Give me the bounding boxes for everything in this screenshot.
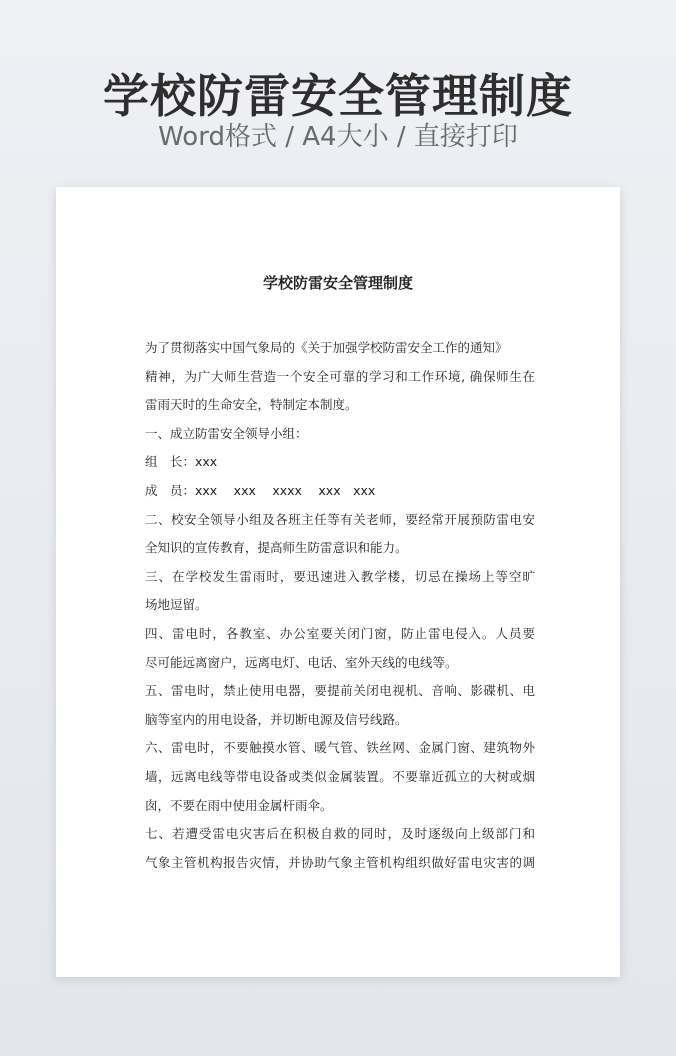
- body-line: 气象主管机构报告灾情，并协助气象主管机构组织做好雷电灾害的调: [145, 854, 535, 870]
- body-line: 为了贯彻落实中国气象局的《关于加强学校防雷安全工作的通知》: [145, 340, 508, 355]
- banner-title: 学校防雷安全管理制度: [103, 69, 573, 123]
- body-line: 全知识的宣传教育，提高师生防雷意识和能力。: [145, 540, 408, 556]
- document-title: 学校防雷安全管理制度: [262, 274, 413, 292]
- document-body: [145, 334, 535, 877]
- body-line: 墙，远离电线等带电设备或类似金属装置。不要靠近孤立的大树或烟: [145, 768, 535, 784]
- body-line: 四、雷电时，各教室、办公室要关闭门窗，防止雷电侵入。人员要: [145, 625, 535, 641]
- body-line: 五、雷电时，禁止使用电器，要提前关闭电视机、音响、影碟机、电: [145, 683, 535, 699]
- body-line: 二、校安全领导小组及各班主任等有关老师，要经常开展预防雷电安: [145, 511, 535, 527]
- body-line: 组 长：xxx: [145, 454, 218, 470]
- body-line: 场地逗留。: [145, 597, 208, 613]
- body-line: 六、雷电时，不要触摸水管、暖气管、铁丝网、金属门窗、建筑物外: [145, 740, 535, 756]
- body-line: 囱，不要在雨中使用金属杆雨伞。: [145, 797, 333, 813]
- body-line: 尽可能远离窗户，远离电灯、电话、室外天线的电线等。: [145, 654, 458, 670]
- body-line: 三、在学校发生雷雨时，要迅速进入教学楼，切忌在操场上等空旷: [145, 568, 535, 584]
- body-line: 脑等室内的用电设备，并切断电源及信号线路。: [145, 711, 408, 727]
- body-line: 成 员：xxx xxx xxxx xxx xxx: [145, 482, 376, 498]
- body-line: 七、若遭受雷电灾害后在积极自救的同时，及时逐级向上级部门和: [145, 826, 535, 842]
- body-line: 雷雨天时的生命安全，特制定本制度。: [145, 397, 358, 413]
- body-line: 一、成立防雷安全领导小组：: [145, 425, 308, 441]
- body-line: 精神，为广大师生营造一个安全可靠的学习和工作环境, 确保师生在: [145, 368, 535, 384]
- banner-subtitle: Word格式 / A4大小 / 直接打印: [158, 122, 518, 152]
